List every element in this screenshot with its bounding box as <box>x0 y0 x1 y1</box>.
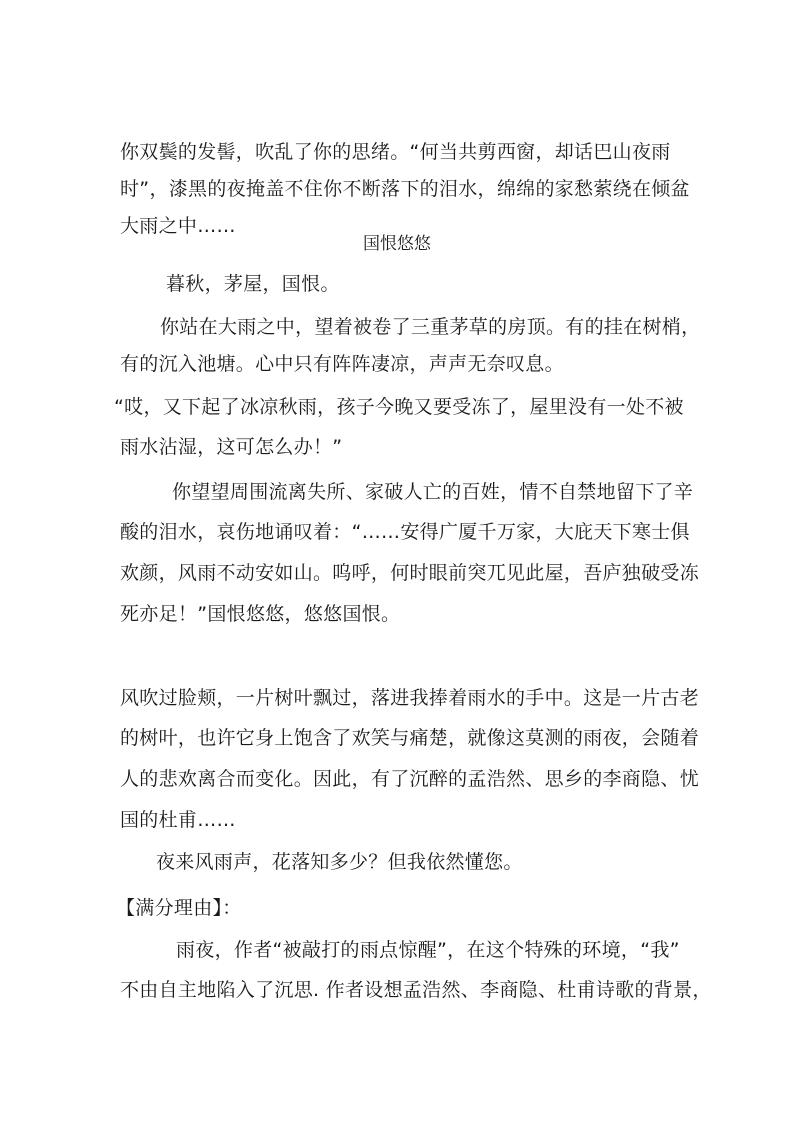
paragraph-line: 雨水沾湿，这可怎么办！” <box>120 436 343 458</box>
paragraph-line: 有的沉入池塘。心中只有阵阵凄凉，声声无奈叹息。 <box>120 353 564 375</box>
paragraph-line: 死亦足！”国恨悠悠，悠悠国恨。 <box>120 603 401 625</box>
paragraph-line: 风吹过脸颊，一片树叶飘过，落进我捧着雨水的手中。这是一片古老 <box>120 687 700 709</box>
paragraph-line: “哎，又下起了冰凉秋雨，孩子今晚又要受冻了，屋里没有一处不被 <box>114 396 684 418</box>
paragraph-line: 你望望周围流离失所、家破人亡的百姓，情不自禁地留下了辛 <box>172 481 694 503</box>
paragraph-line: 你站在大雨之中，望着被卷了三重茅草的房顶。有的挂在树梢， <box>160 316 701 338</box>
paragraph-line: 不由自主地陷入了沉思. 作者设想孟浩然、李商隐、杜甫诗歌的背景， <box>120 979 712 1001</box>
paragraph-line: 欢颜，风雨不动安如山。呜呼，何时眼前突兀见此屋，吾庐独破受冻 <box>120 562 700 584</box>
paragraph-line: 国的杜甫…… <box>120 809 236 831</box>
paragraph-line: 暮秋，茅屋，国恨。 <box>166 273 340 295</box>
section-title: 国恨悠悠 <box>363 234 431 254</box>
paragraph-line: 酸的泪水，哀伤地诵叹着：“……安得广厦千万家，大庇天下寒士俱 <box>120 521 690 543</box>
paragraph-line: 大雨之中…… <box>120 215 236 237</box>
paragraph-line: 夜来风雨声，花落知多少？但我依然懂您。 <box>156 851 523 873</box>
reason-heading: 【满分理由】： <box>116 897 242 919</box>
paragraph-line: 雨夜，作者“被敲打的雨点惊醒”，在这个特殊的环境，“我” <box>176 939 680 961</box>
paragraph-line: 的树叶，也许它身上饱含了欢笑与痛楚，就像这莫测的雨夜，会随着 <box>120 727 700 749</box>
paragraph-line: 人的悲欢离合而变化。因此，有了沉醉的孟浩然、思乡的李商隐、忧 <box>120 768 700 790</box>
paragraph-line: 你双鬓的发髻，吹乱了你的思绪。“何当共剪西窗，却话巴山夜雨 <box>120 141 671 163</box>
paragraph-line: 时”，漆黑的夜掩盖不住你不断落下的泪水，绵绵的家愁萦绕在倾盆 <box>120 178 690 200</box>
